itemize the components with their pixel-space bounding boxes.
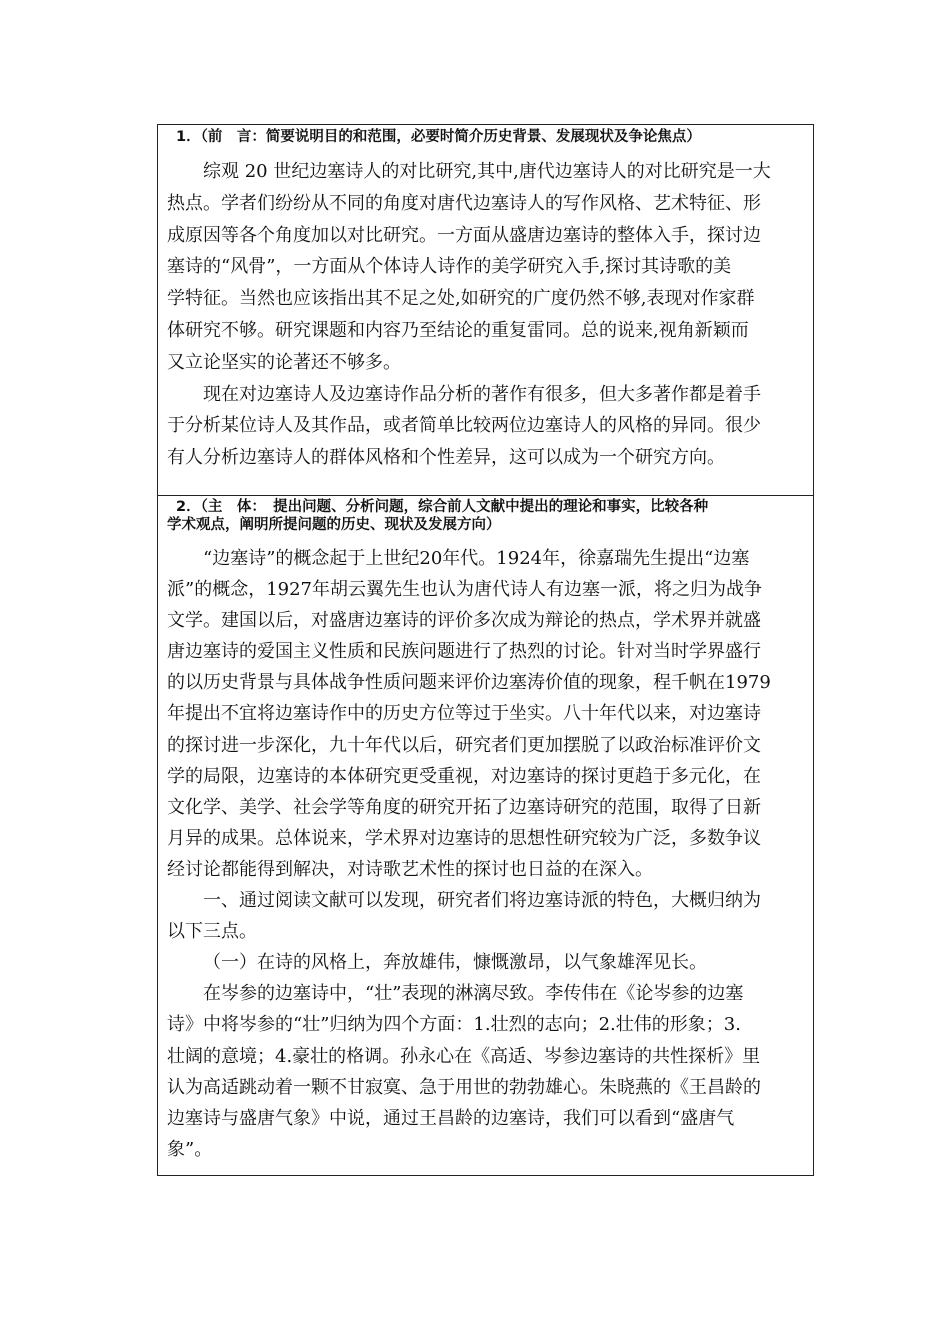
text-line: 现在对边塞诗人及边塞诗作品分析的著作有很多，但大多著作都是着手 <box>203 383 761 405</box>
text-line: 认为高适跳动着一颗不甘寂寞、急于用世的勃勃雄心。朱晓燕的《王昌龄的 <box>167 1076 761 1098</box>
section2-heading-line2: 学术观点，阐明所提问题的历史、现状及发展方向） <box>167 517 501 533</box>
text-line: 壮阔的意境；4.豪壮的格调。孙永心在《高适、岑参边塞诗的共性探析》里 <box>167 1045 761 1067</box>
document-table <box>157 124 814 1176</box>
text-line: 又立论坚实的论著还不够多。 <box>167 351 401 373</box>
section-divider <box>158 495 813 496</box>
text-line: 综观 20 世纪边塞诗人的对比研究,其中,唐代边塞诗人的对比研究是一大 <box>203 161 771 182</box>
section2-paragraph-1 <box>167 543 807 885</box>
text-line: 的以历史背景与具体战争性质问题来评价边塞涛价值的现象，程千帆在1979 <box>167 672 771 694</box>
section2-paragraph-4 <box>167 978 807 1165</box>
text-line: 体研究不够。研究课题和内容乃至结论的重复雷同。总的说来,视角新颖而 <box>167 319 749 341</box>
text-line: 以下三点。 <box>167 921 257 943</box>
text-line: 学的局限，边塞诗的本体研究更受重视，对边塞诗的探讨更趋于多元化，在 <box>167 765 761 787</box>
text-line: 塞诗的“风骨”，一方面从个体诗人诗作的美学研究入手,探讨其诗歌的美 <box>167 256 732 278</box>
text-line: 唐边塞诗的爱国主义性质和民族问题进行了热烈的讨论。针对当时学界盛行 <box>167 641 761 663</box>
text-line: 有人分析边塞诗人的群体风格和个性差异，这可以成为一个研究方向。 <box>167 447 725 469</box>
section2-paragraph-3 <box>167 947 807 978</box>
text-line: “边塞诗”的概念起于上世纪20年代。1924年，徐嘉瑞先生提出“边塞 <box>203 548 750 569</box>
text-line: 边塞诗与盛唐气象》中说，通过王昌龄的边塞诗，我们可以看到“盛唐气 <box>167 1107 735 1129</box>
text-line: 文化学、美学、社会学等角度的研究开拓了边塞诗研究的范围，取得了日新 <box>167 796 761 818</box>
text-line: 热点。学者们纷纷从不同的角度对唐代边塞诗人的写作风格、艺术特征、形 <box>167 192 761 214</box>
text-line: （一）在诗的风格上，奔放雄伟，慷慨激昂，以气象雄浑见长。 <box>203 952 707 974</box>
text-line: 象”。 <box>167 1138 213 1160</box>
section1-heading: 1．（前 言：简要说明目的和范围，必要时简介历史背景、发展现状及争论焦点） <box>176 129 701 145</box>
section1-paragraph-2 <box>167 379 807 474</box>
text-line: 在岑参的边塞诗中，“壮”表现的淋漓尽致。李传伟在《论岑参的边塞 <box>203 983 744 1005</box>
text-line: 年提出不宜将边塞诗作中的历史方位等过于坐实。八十年代以来，对边塞诗 <box>167 703 761 725</box>
text-line: 的探讨进一步深化，九十年代以后，研究者们更加摆脱了以政治标准评价文 <box>167 734 761 756</box>
section2-paragraph-2 <box>167 885 807 947</box>
text-line: 成原因等各个角度加以对比研究。一方面从盛唐边塞诗的整体入手，探讨边 <box>167 224 761 246</box>
text-line: 于分析某位诗人及其作品，或者简单比较两位边塞诗人的风格的异同。很少 <box>167 415 761 437</box>
text-line: 一、通过阅读文献可以发现，研究者们将边塞诗派的特色，大概归纳为 <box>203 890 761 912</box>
text-line: 文学。建国以后，对盛唐边塞诗的评价多次成为辩论的热点，学术界并就盛 <box>167 610 761 632</box>
text-line: 月异的成果。总体说来，学术界对边塞诗的思想性研究较为广泛，多数争议 <box>167 827 761 849</box>
section2-heading-line1: 2．（主 体： 提出问题、分析问题，综合前人文献中提出的理论和事实，比较各种 <box>176 499 709 515</box>
text-line: 经讨论都能得到解决，对诗歌艺术性的探讨也日益的在深入。 <box>167 858 653 880</box>
text-line: 学特征。当然也应该指出其不足之处,如研究的广度仍然不够,表现对作家群 <box>167 288 755 310</box>
section1-body <box>167 156 807 474</box>
section2-body <box>167 543 807 1165</box>
text-line: 诗》中将岑参的“壮”归纳为四个方面：1.壮烈的志向；2.壮伟的形象；3. <box>167 1014 741 1036</box>
section1-paragraph-1 <box>167 156 807 379</box>
text-line: 派”的概念，1927年胡云翼先生也认为唐代诗人有边塞一派，将之归为战争 <box>167 579 763 601</box>
